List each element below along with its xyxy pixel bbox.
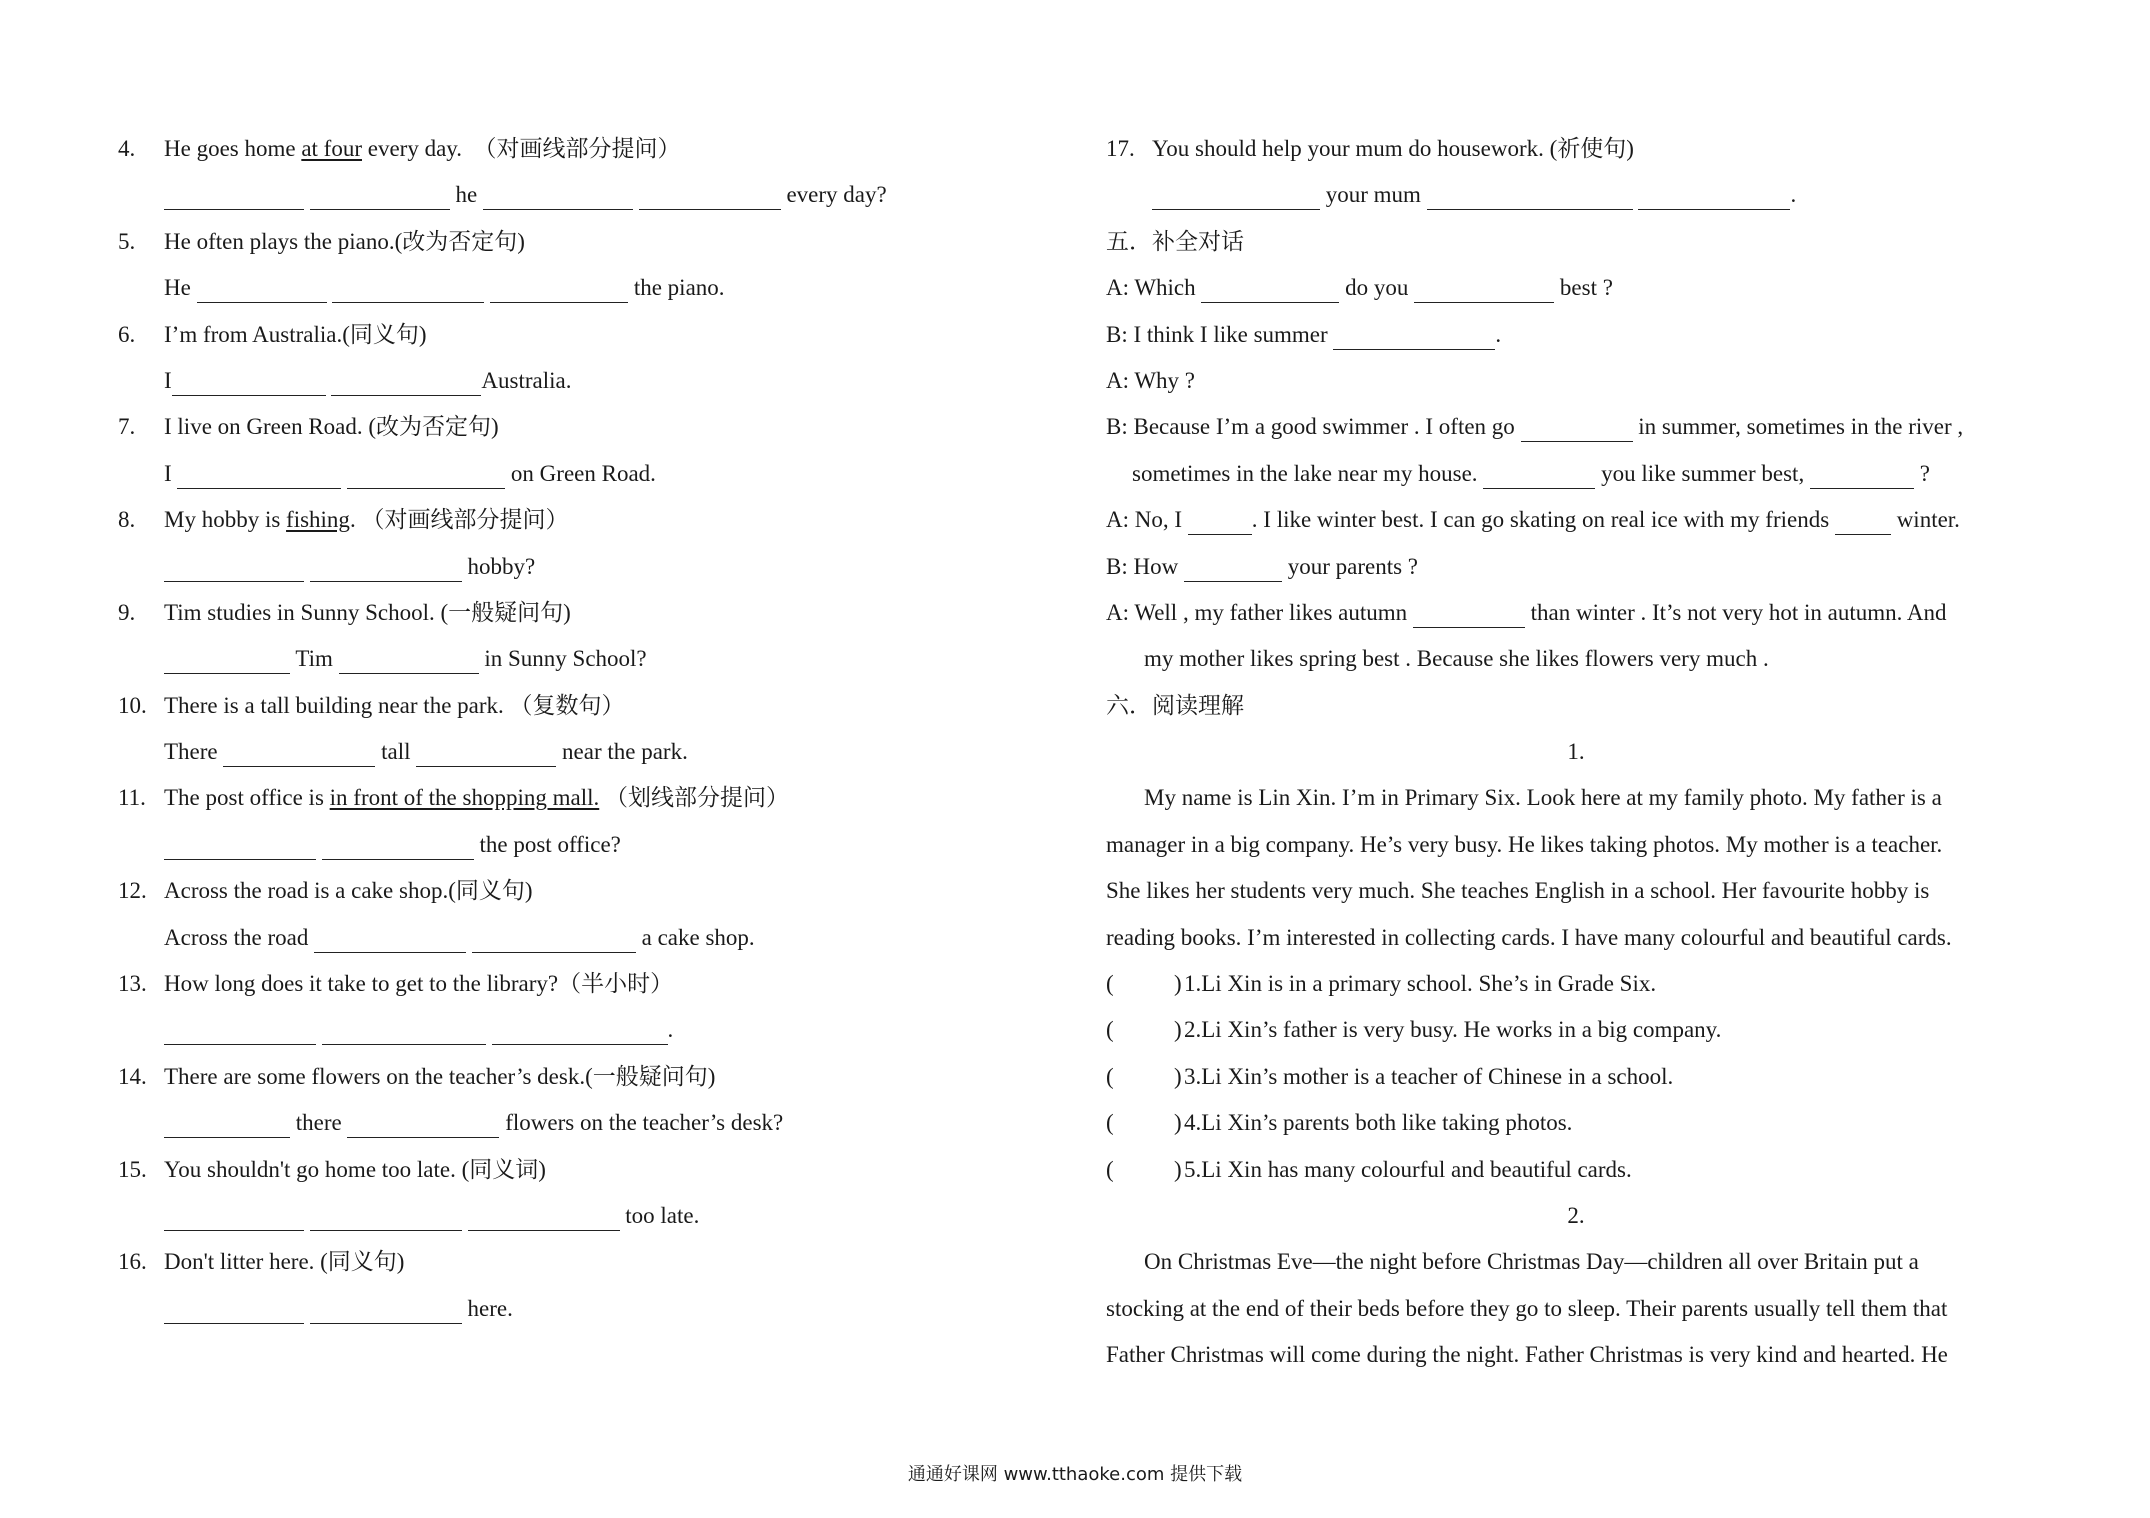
answer-blank[interactable]	[1810, 458, 1914, 489]
answer-text: do you	[1339, 275, 1415, 301]
answer-text: A: Well , my father likes autumn	[1106, 599, 1413, 625]
answer-blank[interactable]	[310, 551, 462, 582]
dialogue-line	[1106, 451, 2046, 497]
answer-blank[interactable]	[1483, 458, 1595, 489]
answer-blank[interactable]	[339, 643, 479, 674]
question-text: There is a tall building near the park. （复数句）	[164, 692, 625, 718]
statement-text: 4.Li Xin’s parents both like taking photos.	[1184, 1110, 1573, 1136]
question-number: 16.	[118, 1249, 147, 1275]
passage-2	[1106, 1239, 2046, 1378]
answer-line	[118, 1100, 1038, 1146]
dialogue-line	[1106, 544, 2046, 590]
passage-1	[1106, 775, 2046, 961]
question	[118, 775, 1038, 821]
passage-1-number: 1.	[1567, 739, 1585, 765]
section-6-title: 六．阅读理解	[1106, 692, 1244, 718]
answer-line	[118, 1007, 1038, 1053]
underlined-phrase: fishing	[286, 507, 350, 533]
answer-line	[1106, 172, 2046, 218]
statement-text: 1.Li Xin is in a primary school. She’s in Grade Six.	[1184, 971, 1657, 997]
answer-blank[interactable]	[164, 1014, 316, 1045]
footer-note: 通通好课网 www.tthaoke.com 提供下载	[907, 1464, 1243, 1485]
answer-blank[interactable]	[1184, 551, 1282, 582]
question	[118, 590, 1038, 636]
answer-text: your mum	[1320, 182, 1427, 208]
question-number: 17.	[1106, 136, 1135, 161]
answer-line	[118, 822, 1038, 868]
question-text: Tim studies in Sunny School. (一般疑问句)	[164, 599, 571, 625]
question-number: 13.	[118, 971, 147, 997]
passage-line: She likes her students very much. She teaches English in a school. Her favourite hobby is	[1106, 878, 1930, 904]
answer-blank[interactable]	[1201, 272, 1339, 303]
answer-text: he	[449, 182, 483, 208]
underlined-phrase: at four	[301, 136, 362, 161]
true-false-item	[1106, 961, 2046, 1007]
question	[118, 219, 1038, 265]
answer-blank[interactable]	[164, 551, 304, 582]
left-column	[118, 126, 1038, 1332]
question-text: Across the road is a cake shop.(同义句)	[164, 878, 533, 904]
answer-blank[interactable]	[164, 643, 290, 674]
answer-blank[interactable]	[1638, 179, 1790, 210]
question-text: The post office is in front of the shopping mall. （划线部分提问）	[164, 785, 789, 811]
question	[118, 683, 1038, 729]
answer-blank[interactable]	[322, 829, 474, 860]
answer-blank[interactable]	[1521, 411, 1633, 442]
answer-text: best ?	[1554, 275, 1613, 301]
answer-text: .	[1495, 321, 1502, 347]
passage-line: stocking at the end of their beds before they go to sleep. Their parents usually tell them that	[1106, 1295, 1948, 1321]
answer-blank[interactable]	[197, 272, 327, 303]
statement-text: 5.Li Xin has many colourful and beautiful cards.	[1184, 1156, 1632, 1182]
answer-text: the post office?	[473, 831, 621, 857]
answer-text: tall	[375, 739, 417, 765]
answer-blank[interactable]	[1152, 179, 1320, 210]
question-text: I’m from Australia.(同义句)	[164, 321, 427, 347]
underlined-phrase: in front of the shopping mall.	[329, 785, 600, 811]
answer-text: B: How	[1106, 553, 1184, 579]
question	[118, 312, 1038, 358]
answer-text: B: I think I like summer	[1106, 321, 1334, 347]
question-text: There are some flowers on the teacher’s desk.(一般疑问句)	[164, 1063, 716, 1089]
question-text: He often plays the piano.(改为否定句)	[164, 228, 525, 254]
answer-text: A: Why ?	[1106, 367, 1196, 393]
answer-blank[interactable]	[1414, 272, 1554, 303]
answer-blank[interactable]	[639, 179, 781, 210]
answer-blank[interactable]	[1835, 504, 1891, 535]
answer-blank[interactable]	[1333, 319, 1495, 350]
answer-bracket-open[interactable]: (	[1106, 1110, 1114, 1136]
answer-blank[interactable]	[483, 179, 633, 210]
answer-bracket-open[interactable]: (	[1106, 1017, 1114, 1043]
answer-blank[interactable]	[490, 272, 628, 303]
answer-line	[118, 358, 1038, 404]
answer-text: on Green Road.	[505, 460, 656, 486]
answer-text: Across the road	[164, 924, 315, 950]
question-number: 12.	[118, 878, 147, 904]
question-text: Don't litter here. (同义句)	[164, 1249, 405, 1275]
answer-blank[interactable]	[164, 1293, 304, 1324]
answer-blank[interactable]	[164, 829, 316, 860]
question-text: You should help your mum do housework. (祈使句)	[1152, 136, 1634, 161]
question	[118, 1147, 1038, 1193]
dialogue-line	[1106, 265, 2046, 311]
answer-blank[interactable]	[310, 179, 450, 210]
question-number: 7.	[118, 414, 136, 440]
answer-line	[118, 451, 1038, 497]
question	[118, 126, 1038, 172]
answer-text: flowers on the teacher’s desk?	[499, 1110, 784, 1136]
statement-text: 3.Li Xin’s mother is a teacher of Chinese in a school.	[1184, 1063, 1674, 1089]
question-number: 11.	[118, 785, 146, 811]
answer-text: There	[164, 739, 224, 765]
answer-line	[118, 915, 1038, 961]
answer-text: too late.	[619, 1202, 700, 1228]
answer-text: the piano.	[628, 275, 725, 301]
answer-bracket-close[interactable]: )	[1174, 1017, 1182, 1043]
answer-text: here.	[461, 1295, 513, 1321]
answer-blank[interactable]	[310, 1293, 462, 1324]
answer-blank[interactable]	[1413, 597, 1525, 628]
answer-text: ?	[1913, 460, 1930, 486]
answer-blank[interactable]	[164, 1107, 290, 1138]
dialogue-line	[1106, 358, 2046, 404]
answer-bracket-open[interactable]: (	[1106, 971, 1114, 997]
answer-text: than winter . It’s not very hot in autumn. And	[1524, 599, 1947, 625]
right-column	[1106, 126, 2046, 1379]
answer-text: B: Because I’m a good swimmer . I often go	[1106, 414, 1521, 440]
answer-line	[118, 1286, 1038, 1332]
answer-blank[interactable]	[223, 736, 375, 767]
question	[118, 868, 1038, 914]
answer-blank[interactable]	[1427, 179, 1633, 210]
question-number: 8.	[118, 507, 136, 533]
answer-text: you like summer best,	[1595, 460, 1810, 486]
question-number: 6.	[118, 321, 136, 347]
answer-blank[interactable]	[347, 458, 505, 489]
answer-text: every day?	[780, 182, 887, 208]
answer-bracket-close[interactable]: )	[1174, 1063, 1182, 1089]
question	[118, 497, 1038, 543]
answer-text: there	[290, 1110, 348, 1136]
true-false-item	[1106, 1007, 2046, 1053]
answer-text: hobby?	[461, 553, 536, 579]
answer-line	[118, 729, 1038, 775]
answer-text: A: Which	[1106, 275, 1202, 301]
answer-text: near the park.	[556, 739, 688, 765]
answer-blank[interactable]	[347, 1107, 499, 1138]
dialogue-line	[1106, 312, 2046, 358]
passage-line: My name is Lin Xin. I’m in Primary Six. Look here at my family photo. My father is a	[1144, 785, 1942, 811]
question-text: How long does it take to get to the library?（半小时）	[164, 971, 674, 997]
answer-text: sometimes in the lake near my house.	[1132, 460, 1484, 486]
dialogue-line: my mother likes spring best . Because she likes flowers very much .	[1144, 646, 1769, 672]
question-text: My hobby is fishing. （对画线部分提问）	[164, 507, 569, 533]
answer-blank[interactable]	[322, 1014, 486, 1045]
question-number: 10.	[118, 692, 147, 718]
answer-text: your parents ?	[1281, 553, 1418, 579]
true-false-item	[1106, 1100, 2046, 1146]
passage-line: manager in a big company. He’s very busy. He likes taking photos. My mother is a teacher.	[1106, 831, 1943, 857]
answer-blank[interactable]	[172, 365, 326, 396]
true-false-item	[1106, 1147, 2046, 1193]
question	[118, 1054, 1038, 1100]
answer-blank[interactable]	[177, 458, 341, 489]
answer-blank[interactable]	[1188, 504, 1252, 535]
true-false-list	[1106, 961, 2046, 1193]
answer-text: Australia.	[481, 367, 572, 393]
answer-blank[interactable]	[332, 272, 484, 303]
answer-blank[interactable]	[472, 922, 636, 953]
answer-text: Tim	[290, 646, 339, 672]
answer-line	[118, 544, 1038, 590]
answer-blank[interactable]	[468, 1200, 620, 1231]
answer-text: .	[1790, 182, 1797, 208]
answer-blank[interactable]	[164, 179, 304, 210]
question-number: 15.	[118, 1156, 147, 1182]
section-5-title: 五．补全对话	[1106, 228, 1244, 254]
dialogue-line	[1106, 497, 2046, 543]
question-17	[1106, 126, 2046, 172]
question-text: He goes home at four every day. （对画线部分提问）	[164, 136, 681, 161]
answer-bracket-close[interactable]: )	[1174, 1156, 1182, 1182]
answer-text: A: No, I	[1106, 507, 1188, 533]
answer-line	[118, 265, 1038, 311]
answer-line	[118, 1193, 1038, 1239]
question	[118, 961, 1038, 1007]
answer-text: in Sunny School?	[478, 646, 647, 672]
true-false-item	[1106, 1054, 2046, 1100]
dialogue	[1106, 265, 2046, 683]
question-number: 9.	[118, 599, 136, 625]
answer-blank[interactable]	[310, 1200, 462, 1231]
question-number: 14.	[118, 1063, 147, 1089]
question-number: 4.	[118, 136, 136, 161]
answer-blank[interactable]	[416, 736, 556, 767]
question-number: 5.	[118, 228, 136, 254]
passage-line: On Christmas Eve—the night before Christmas Day—children all over Britain put a	[1144, 1249, 1919, 1275]
answer-text: .	[667, 1017, 674, 1043]
answer-line	[118, 172, 1038, 218]
answer-bracket-close[interactable]: )	[1174, 971, 1182, 997]
answer-bracket-open[interactable]: (	[1106, 1063, 1114, 1089]
answer-text: . I like winter best. I can go skating on real ice with my friends	[1251, 507, 1835, 533]
answer-blank[interactable]	[492, 1014, 668, 1045]
answer-text: winter.	[1890, 507, 1960, 533]
answer-text: I	[164, 460, 178, 486]
dialogue-line	[1106, 590, 2046, 636]
answer-text: I	[164, 367, 172, 393]
answer-line	[118, 636, 1038, 682]
answer-text: He	[164, 275, 197, 301]
answer-bracket-close[interactable]: )	[1174, 1110, 1182, 1136]
dialogue-line	[1106, 404, 2046, 450]
answer-blank[interactable]	[314, 922, 466, 953]
answer-text: a cake shop.	[635, 924, 755, 950]
question	[118, 1239, 1038, 1285]
statement-text: 2.Li Xin’s father is very busy. He works in a big company.	[1184, 1017, 1722, 1043]
answer-text: in summer, sometimes in the river ,	[1632, 414, 1964, 440]
answer-blank[interactable]	[331, 365, 481, 396]
question-text: I live on Green Road. (改为否定句)	[164, 414, 499, 440]
question	[118, 404, 1038, 450]
passage-line: reading books. I’m interested in collecting cards. I have many colourful and beautiful cards.	[1106, 924, 1952, 950]
passage-2-number: 2.	[1567, 1202, 1585, 1228]
question-text: You shouldn't go home too late. (同义词)	[164, 1156, 546, 1182]
answer-blank[interactable]	[164, 1200, 304, 1231]
answer-bracket-open[interactable]: (	[1106, 1156, 1114, 1182]
passage-line: Father Christmas will come during the night. Father Christmas is very kind and hearted. He	[1106, 1342, 1948, 1368]
